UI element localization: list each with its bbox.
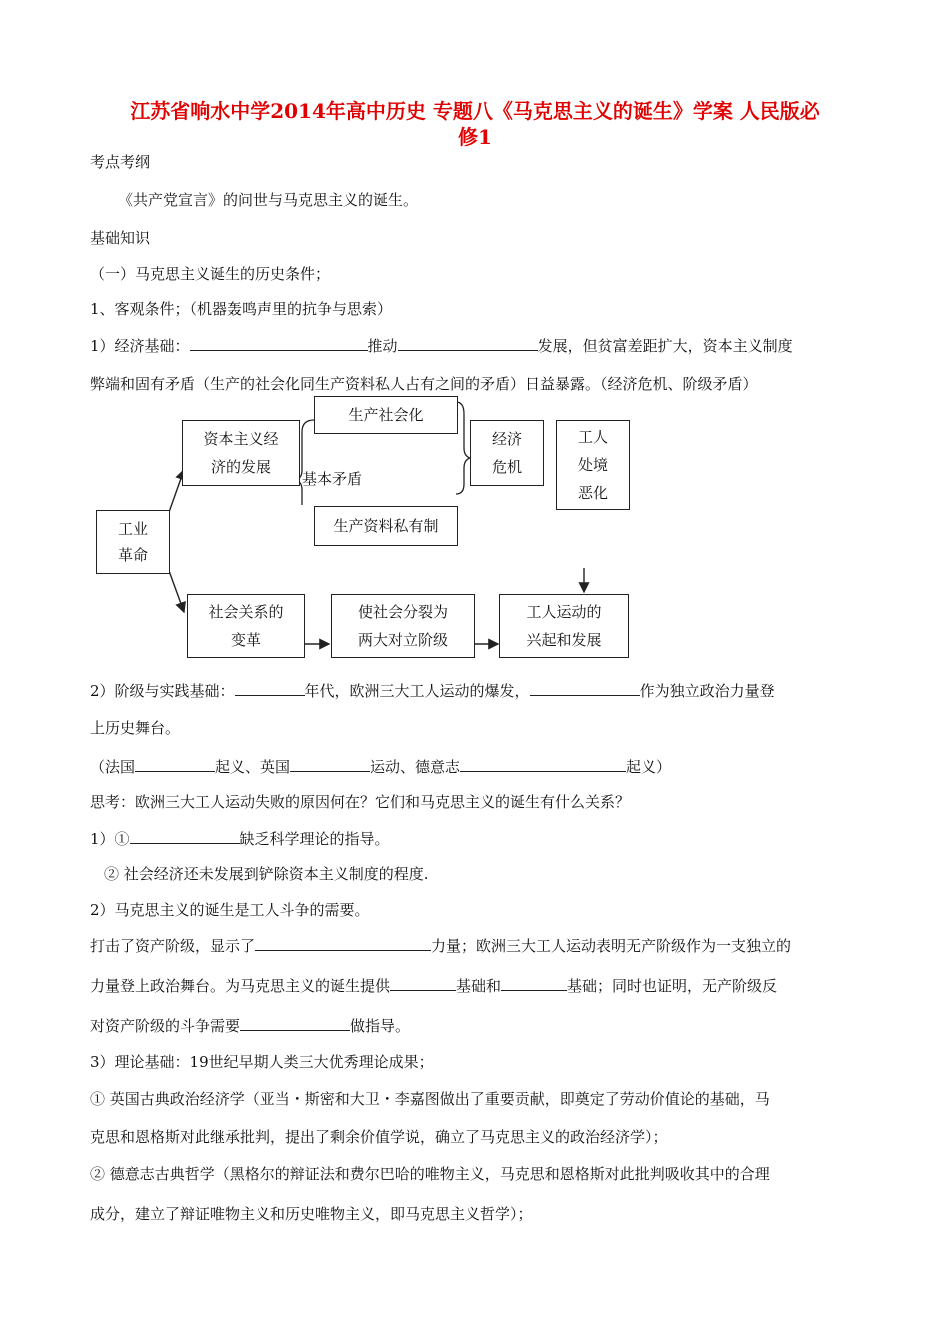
economic-basis-line-2: 弊端和固有矛盾（生产的社会化同生产资料私人占有之间的矛盾）日益暴露。（经济危机、阶级矛盾） [90,375,758,393]
economic-basis-mid: 推动 [367,337,398,355]
section-historical-conditions: （一）马克思主义诞生的历史条件； [90,265,331,283]
paragraph-text: 做指导。 [350,1017,411,1035]
theory-item-1-line-2: 克思和恩格斯对此继承批判，提出了剩余价值学说，确立了马克思主义的政治经济学）； [90,1128,668,1146]
three-movements-line [90,756,671,777]
box-text: 危机 [491,458,522,476]
exam-outline-heading: 考点考纲 [90,153,151,171]
reason-1-suffix: 缺乏科学理论的指导。 [239,830,390,848]
movements-text: 起义、英国 [215,758,291,776]
box-industrial-revolution [96,510,170,574]
movements-text: 运动、德意志 [370,758,461,776]
blank-field[interactable] [135,756,215,772]
theory-item-2-line-1: ② 德意志古典哲学（黑格尔的辩证法和费尔巴哈的唯物主义，马克思和恩格斯对此批判吸收其中的合理 [90,1165,770,1183]
blank-field[interactable] [390,975,456,991]
box-text: 经济 [491,430,522,448]
box-social-relations-change [187,594,305,658]
paragraph-text: 力量；欧洲三大工人运动表明无产阶级作为一支独立的 [431,937,792,955]
theory-item-1-line-1: ① 英国古典政治经济学（亚当・斯密和大卫・李嘉图做出了重要贡献，即奠定了劳动价值论的基础，马 [90,1090,770,1108]
label-basic-contradiction: 基本矛盾 [302,470,363,488]
paragraph-line-3 [90,1015,410,1036]
box-text: 资本主义经 [203,430,279,448]
box-text: 生产资料私有制 [333,517,439,535]
basic-knowledge-heading: 基础知识 [90,229,151,247]
think-question: 思考：欧洲三大工人运动失败的原因何在？它们和马克思主义的诞生有什么关系？ [90,793,631,811]
blank-field[interactable] [460,756,626,772]
blank-field[interactable] [255,935,431,951]
blank-field[interactable] [235,680,305,696]
paragraph-line-1 [90,935,791,956]
box-text: 工人 [577,428,608,446]
economic-basis-prefix: 1）经济基础： [90,337,190,355]
box-text: 工人运动的 [526,603,602,621]
class-basis-suffix: 作为独立政治力量登 [639,682,775,700]
box-worker-condition [556,420,630,510]
paragraph-text: 基础；同时也证明，无产阶级反 [567,977,778,995]
exam-outline-text: 《共产党宣言》的问世与马克思主义的诞生。 [118,191,419,209]
right-brace [456,402,470,494]
class-basis-mid: 年代，欧洲三大工人运动的爆发， [304,682,530,700]
box-text: 革命 [117,546,148,564]
paragraph-text: 打击了资产阶级，显示了 [90,937,256,955]
title-line-1: 江苏省响水中学2014年高中历史 专题八《马克思主义的诞生》学案 人民版必 [130,99,820,123]
box-text: 兴起和发展 [526,631,602,649]
box-text: 处境 [577,456,608,474]
movements-text: 起义） [626,758,672,776]
reason-1 [90,828,390,849]
blank-field[interactable] [240,1015,350,1031]
box-economic-crisis [470,420,544,486]
blank-field[interactable] [290,756,370,772]
paragraph-line-2 [90,975,777,996]
class-basis-line [90,680,775,701]
box-private-ownership [314,506,458,546]
movements-text: （法国 [90,758,136,776]
reason-1-prefix: 1）① [90,830,130,848]
box-labor-movement [499,594,629,658]
blank-field[interactable] [130,828,240,844]
paragraph-text: 对资产阶级的斗争需要 [90,1017,241,1035]
box-text: 变革 [230,631,261,649]
box-society-split [331,594,475,658]
arrow-to-social-change [168,568,184,612]
objective-conditions: 1、客观条件；（机器轰鸣声里的抗争与思索） [90,300,393,318]
box-capitalist-development [182,420,300,486]
paragraph-text: 力量登上政治舞台。为马克思主义的诞生提供 [90,977,391,995]
box-text: 恶化 [577,484,608,502]
theory-heading: 3）理论基础：19世纪早期人类三大优秀理论成果； [90,1053,434,1071]
paragraph-text: 基础和 [456,977,502,995]
box-text: 工业 [117,520,148,538]
theory-item-2-line-2: 成分，建立了辩证唯物主义和历史唯物主义，即马克思主义哲学）； [90,1205,533,1223]
class-basis-prefix: 2）阶级与实践基础： [90,682,235,700]
box-production-socialization [314,396,458,434]
box-text: 生产社会化 [348,406,424,424]
box-text: 社会关系的 [208,603,284,621]
class-basis-line-2: 上历史舞台。 [90,719,181,737]
box-text: 济的发展 [210,458,271,476]
reason-2: ② 社会经济还未发展到铲除资本主义制度的程度. [104,865,429,883]
economic-basis-suffix: 发展，但贫富差距扩大，资本主义制度 [537,337,793,355]
blank-field[interactable] [501,975,567,991]
box-text: 两大对立阶级 [357,631,448,649]
title-line-2: 修1 [458,125,492,149]
box-text: 使社会分裂为 [357,603,448,621]
reason-3: 2）马克思主义的诞生是工人斗争的需要。 [90,901,370,919]
blank-field[interactable] [530,680,640,696]
